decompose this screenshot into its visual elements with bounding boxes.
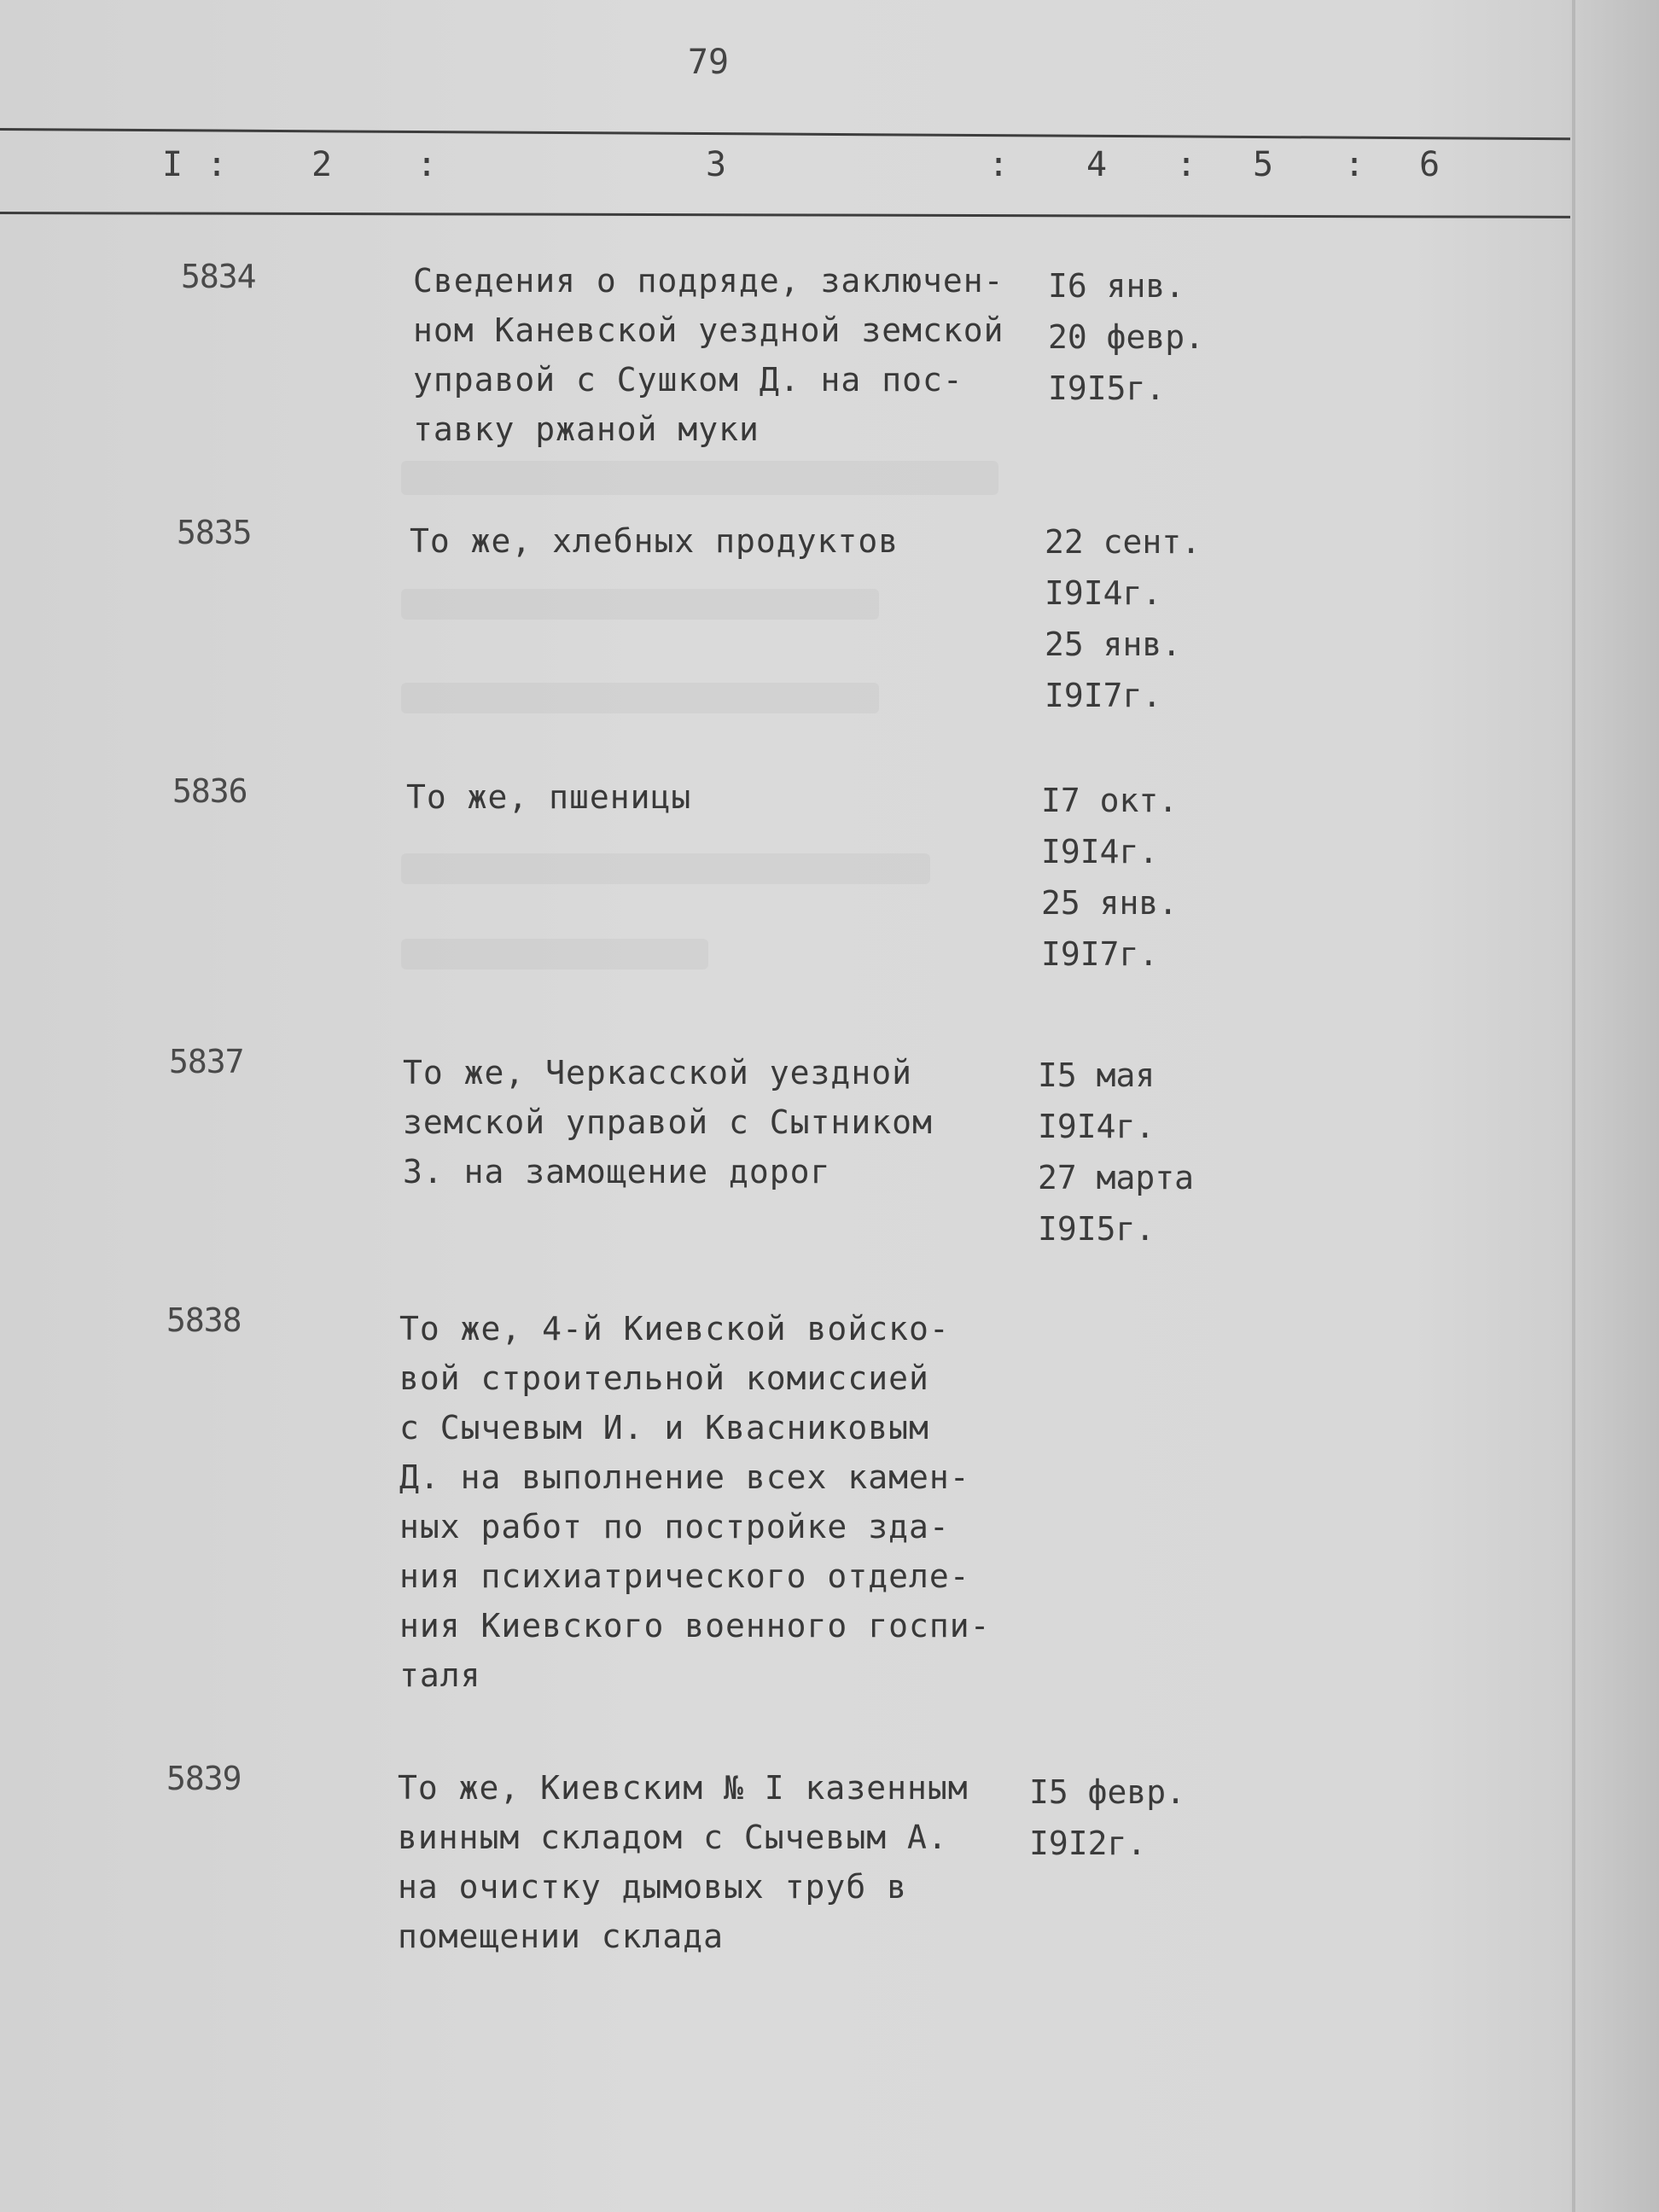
column-separator: : xyxy=(1176,145,1197,184)
entry-description: То же, 4-й Киевской войско- вой строительной комиссией с Сычевым И. и Квасниковым Д. на выполнение всех камен- ных работ по постройке зда- ния психиатрического отделе- ния Киевского военного госпи- таля xyxy=(399,1310,991,1694)
entry-number: 5838 xyxy=(166,1301,242,1339)
entry-description: Сведения о подряде, заключен- ном Каневской уездной земской управой с Сушком Д. на пос- тавку ржаной муки xyxy=(413,262,1004,448)
column-header-1: I xyxy=(162,145,183,184)
bleed-through-mark xyxy=(401,683,879,713)
entry-number: 5839 xyxy=(166,1760,242,1797)
entry-dates: I6 янв. 20 февр. I9I5г. xyxy=(1048,267,1205,407)
column-separator: : xyxy=(207,145,228,184)
entry-description: То же, Киевским № I казенным винным складом с Сычевым А. на очистку дымовых труб в помещении склада xyxy=(398,1769,969,1955)
bleed-through-mark xyxy=(401,939,708,969)
column-header-4: 4 xyxy=(1086,145,1108,184)
entry-dates: I7 окт. I9I4г. 25 янв. I9I7г. xyxy=(1041,782,1179,973)
bleed-through-mark xyxy=(401,461,998,495)
column-header-2: 2 xyxy=(311,145,333,184)
entry-number: 5836 xyxy=(172,772,247,810)
bleed-through-mark xyxy=(401,589,879,620)
entry-dates: 22 сент. I9I4г. 25 янв. I9I7г. xyxy=(1045,523,1202,714)
page-number: 79 xyxy=(687,43,730,82)
column-header-3: 3 xyxy=(706,145,727,184)
column-header-6: 6 xyxy=(1419,145,1441,184)
entry-description: То же, хлебных продуктов xyxy=(410,522,899,560)
column-separator: : xyxy=(416,145,438,184)
header-top-rule xyxy=(0,128,1570,140)
page-edge-shadow xyxy=(1572,0,1575,2212)
bleed-through-mark xyxy=(401,853,930,884)
entry-number: 5837 xyxy=(169,1043,244,1080)
entry-number: 5835 xyxy=(177,514,252,551)
column-separator: : xyxy=(1344,145,1365,184)
column-separator: : xyxy=(988,145,1010,184)
entry-description: То же, пшеницы xyxy=(406,778,692,816)
entry-number: 5834 xyxy=(181,258,256,295)
entry-description: То же, Черкасской уездной земской управой с Сытником З. на замощение дорог xyxy=(403,1054,933,1190)
header-bottom-rule xyxy=(0,212,1570,218)
entry-dates: I5 мая I9I4г. 27 марта I9I5г. xyxy=(1038,1057,1195,1248)
entry-dates: I5 февр. I9I2г. xyxy=(1029,1773,1186,1862)
column-header-5: 5 xyxy=(1253,145,1274,184)
